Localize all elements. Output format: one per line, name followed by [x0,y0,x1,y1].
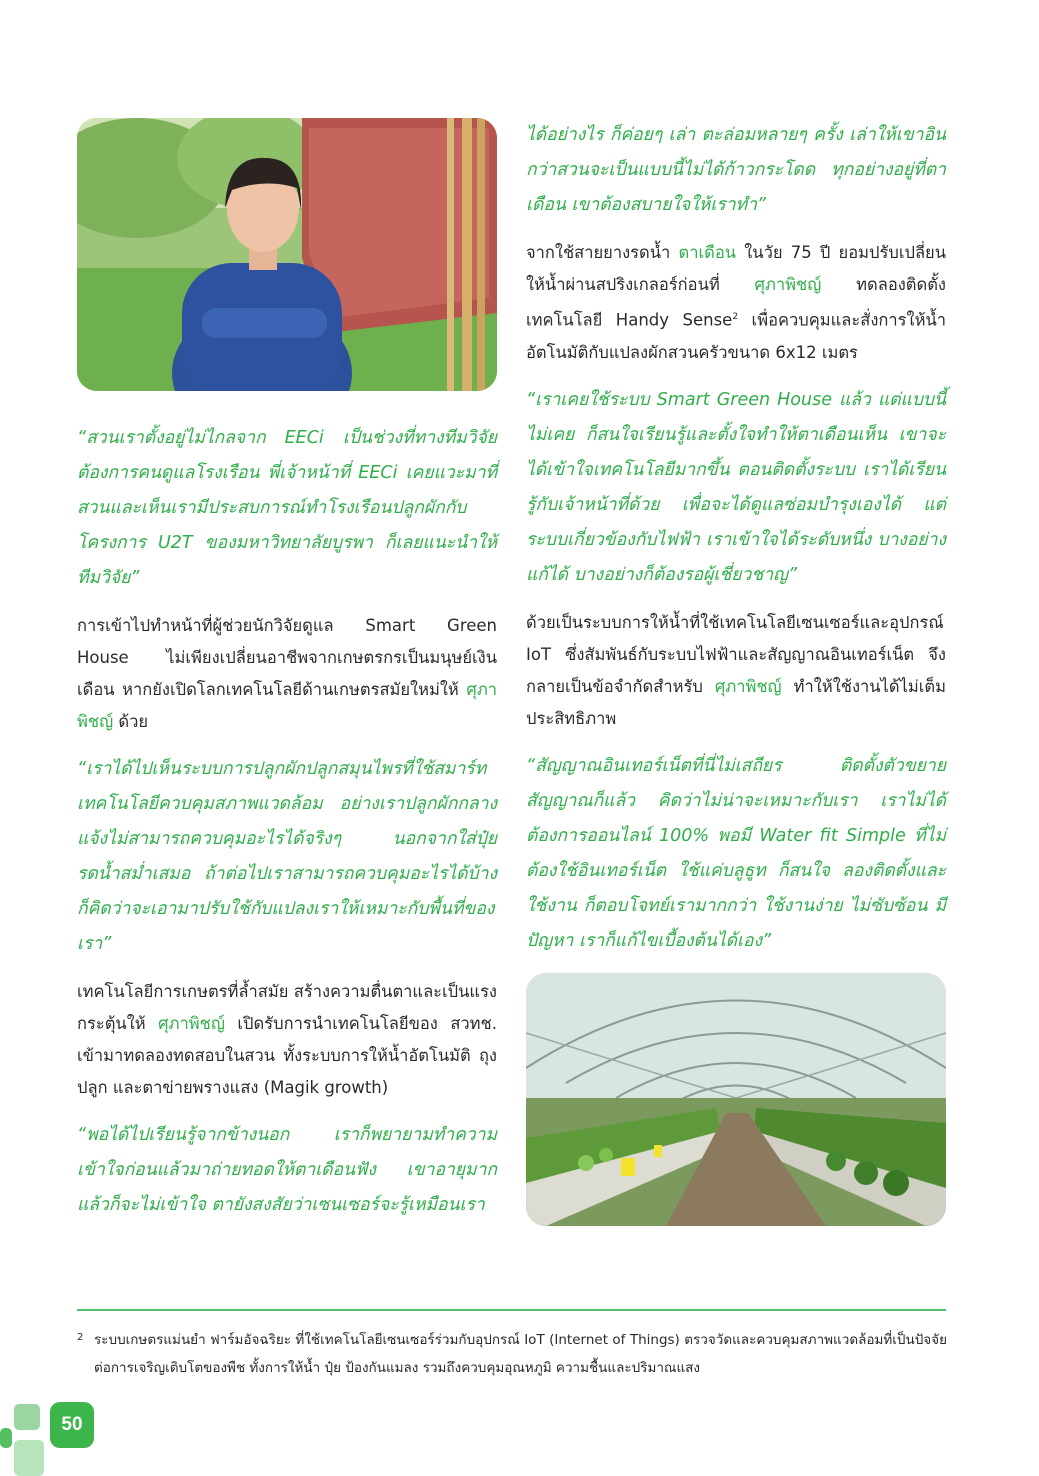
quote-learning: “พอได้ไปเรียนรู้จากข้างนอก เราก็พยายามทำความเข้าใจก่อนแล้วมาถ่ายทอดให้ตาเดือนฟัง เขาอายุมากแล้วก็จะไม่เข้าใจ ตายังสงสัยว่าเซนเซอร์จะรู้เหมือนเรา [77,1125,497,1215]
paragraph-smart-green-house [77,610,497,738]
portrait-photo [77,118,497,391]
footnote-divider [77,1309,946,1311]
paragraph-handy-sense [526,237,946,369]
right-column [526,118,946,1226]
portrait-photo-illustration [77,118,497,391]
decorative-square [14,1404,40,1430]
quote-smart-tech: “เราได้ไปเห็นระบบการปลูกผักปลูกสมุนไพรที่ใช้สมาร์ทเทคโนโลยีควบคุมสภาพแวดล้อม อย่างเราปลูกผักกลางแจ้งไม่สามารถควบคุมอะไรได้จริงๆ นอกจากใส่ปุ๋ย รดน้ำสม่ำเสมอ ถ้าต่อไปเราสามารถควบคุมอะไรได้บ้าง ก็คิดว่าจะเอามาปรับใช้กับแปลงเราให้เหมาะกับพื้นที่ของเรา” [77,759,497,954]
quote-eeci: “สวนเราตั้งอยู่ไม่ไกลจาก EECi เป็นช่วงที่ทางทีมวิจัยต้องการคนดูแลโรงเรือน พี่เจ้าหน้าที่ EECi เคยแวะมาที่สวนและเห็นเรามีประสบการณ์ทำโรงเรือนปลูกผักกับโครงการ U2T ของมหาวิทยาลัยบูรพา ก็เลยแนะนำให้ทีมวิจัย” [77,428,497,588]
person-name: ศุภาพิชญ์ [754,275,822,294]
greenhouse-photo [526,973,946,1226]
paragraph-text: จากใช้สายยางรดน้ำ [526,243,679,262]
paragraph-text: ด้วย [113,712,149,731]
paragraph-text: ทำให้ใช้งานได้ไม่เต็มประสิทธิภาพ [526,676,946,728]
footnote [77,1326,947,1382]
person-name: ศุภาพิชญ์ [77,680,497,731]
footnote-marker: 2 [732,312,739,322]
quote-continued: ได้อย่างไร ก็ค่อยๆ เล่า ตะล่อมหลายๆ ครั้ง เล่าให้เขาอิน กว่าสวนจะเป็นแบบนี้ไม่ได้ก้าวกระโดด ทุกอย่างอยู่ที่ตาเดือน เขาต้องสบายใจให้เราทำ” [526,125,946,215]
quote-water-fit: “สัญญาณอินเทอร์เน็ตที่นี่ไม่เสถียร ติดตั้งตัวขยายสัญญาณก็แล้ว คิดว่าไม่น่าจะเหมาะกับเรา เราไม่ได้ต้องการออนไลน์ 100% พอมี Water fit Simple ที่ไม่ต้องใช้อินเทอร์เน็ต ใช้แค่บลูธูท ก็สนใจ ลองติดตั้งและใช้งาน ก็ตอบโจทย์เรามากกว่า ใช้งานง่าย ไม่ซับซ้อน มีปัญหา เราก็แก้ไขเบื้องต้นได้เอง” [526,755,946,951]
person-name: ตาเดือน [678,243,737,262]
left-column [77,118,497,1237]
paragraph-text: การเข้าไปทำหน้าที่ผู้ช่วยนักวิจัยดูแล Smart Green House ไม่เพียงเปลี่ยนอาชีพจากเกษตรกรเป็นมนุษย์เงินเดือน หากยังเปิดโลกเทคโนโลยีด้านเกษตรสมัยใหม่ให้ [77,616,497,699]
person-name: ศุภาพิชญ์ [158,1014,225,1033]
decorative-square [14,1440,44,1476]
paragraph-text: เพื่อควบคุมและสั่งการให้น้ำอัตโนมัติกับแปลงผักสวนครัวขนาด 6x12 เมตร [526,310,946,362]
paragraph-text: ทดลองติดตั้งเทคโนโลยี Handy Sense [526,275,946,330]
greenhouse-photo-illustration [526,973,946,1226]
paragraph-iot-limits [526,607,946,735]
paragraph-text: ในวัย 75 ปี ยอมปรับเปลี่ยนให้น้ำผ่านสปริงเกลอร์ก่อนที่ [526,243,946,294]
quote-smart-green-house: “เราเคยใช้ระบบ Smart Green House แล้ว แต่แบบนี้ไม่เคย ก็สนใจเรียนรู้และตั้งใจทำให้ตาเดือนเห็น เขาจะได้เข้าใจเทคโนโลยีมากขึ้น ตอนติดตั้งระบบ เราได้เรียนรู้กับเจ้าหน้าที่ด้วย เพื่อจะได้ดูแลซ่อมบำรุงเองได้ แต่ระบบเกี่ยวข้องกับไฟฟ้า เราเข้าใจได้ระดับหนึ่ง บางอย่างแก้ได้ บางอย่างก็ต้องรอผู้เชี่ยวชาญ” [526,389,946,585]
paragraph-text: เปิดรับการนำเทคโนโลยีของ สวทช. เข้ามาทดลองทดสอบในสวน ทั้งระบบการให้น้ำอัตโนมัติ ถุงปลูก และตาข่ายพรางแสง (Magik growth) [77,1014,497,1097]
page-number: 50 [50,1402,94,1448]
footnote-number: 2 [77,1332,84,1343]
paragraph-text: เทคโนโลยีการเกษตรที่ล้ำสมัย สร้างความตื่นตาและเป็นแรงกระตุ้นให้ [77,982,497,1033]
footnote-text: ระบบเกษตรแม่นยำ ฟาร์มอัจฉริยะ ที่ใช้เทคโนโลยีเซนเซอร์ร่วมกับอุปกรณ์ IoT (Internet of Things) ตรวจวัดและควบคุมสภาพแวดล้อมที่เป็นปัจจัยต่อการเจริญเติบโตของพืช ทั้งการให้น้ำ ปุ๋ย ป้องกันแมลง รวมถึงควบคุมอุณหภูมิ ความชื้นและปริมาณแสง [94,1332,947,1376]
paragraph-text: ด้วยเป็นระบบการให้น้ำที่ใช้เทคโนโลยีเซนเซอร์และอุปกรณ์ IoT ซึ่งสัมพันธ์กับระบบไฟฟ้าและสัญญาณอินเทอร์เน็ต จึงกลายเป็นข้อจำกัดสำหรับ [526,612,946,696]
paragraph-agri-tech [77,976,497,1104]
person-name: ศุภาพิชญ์ [714,676,782,696]
decorative-square [0,1428,12,1448]
